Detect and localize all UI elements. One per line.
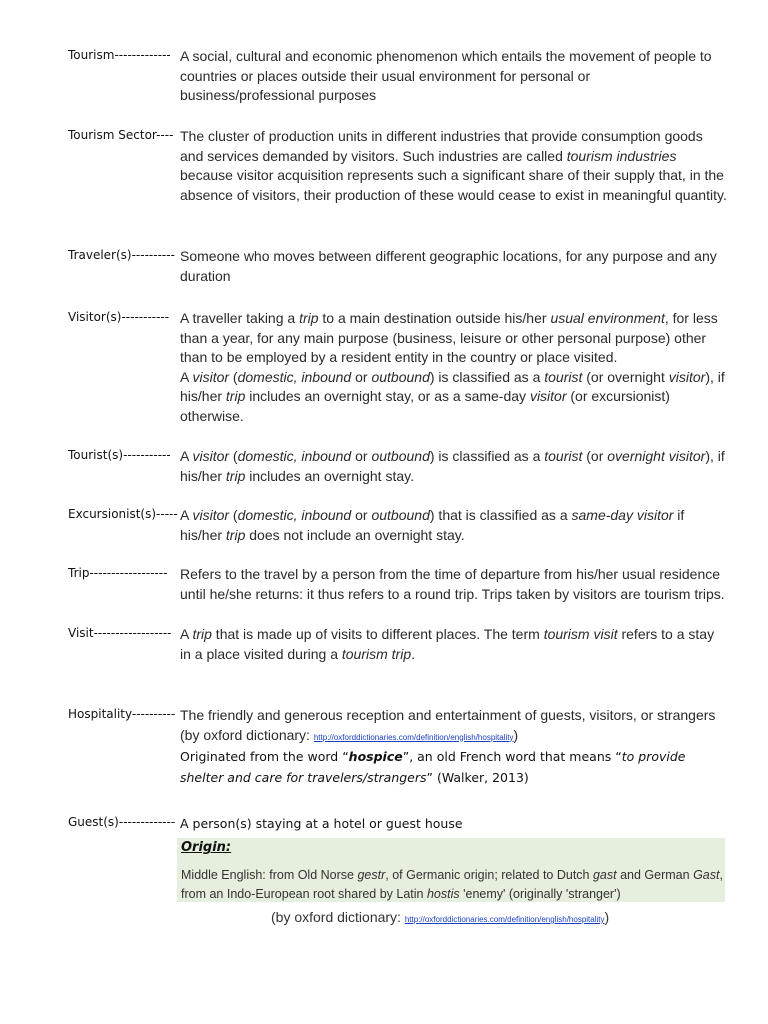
definition-text: A traveller taking a trip to a main destination outside his/her usual environment, for less than a year, for any main purpose (business, leisure or other personal purpose) other than to be employed by a resident entity in the country or place visited. A visitor (domestic, inbound or outbound) is classified as a tourist (or overnight visitor), if his/her trip includes an overnight stay, or as a same-day visitor (or excursionist) otherwise. <box>180 310 725 424</box>
footer-source-citation: (by oxford dictionary: http://oxforddictionaries.com/definition/english/hospitality) <box>271 909 610 925</box>
origin-text: Middle English: from Old Norse gestr, of Germanic origin; related to Dutch gast and German Gast, from an Indo-European root shared by Latin hostis 'enemy' (originally 'stranger') <box>181 868 723 901</box>
term-label: Excursionist(s)----- <box>68 507 178 521</box>
definition-text: A social, cultural and economic phenomenon which entails the movement of people to countries or places outside their usual environment for personal or business/professional purposes <box>180 48 712 103</box>
definition-text: A visitor (domestic, inbound or outbound) that is classified as a same-day visitor if his/her trip does not include an overnight stay. <box>180 507 685 543</box>
definition-text: A trip that is made up of visits to different places. The term tourism visit refers to a stay in a place visited during a tourism trip. <box>180 626 715 662</box>
oxford-dictionary-link[interactable]: http://oxforddictionaries.com/definition/english/hospitality <box>313 732 514 742</box>
term-label: Hospitality---------- <box>68 707 176 721</box>
term-label: Tourism Sector---- <box>68 128 174 142</box>
definition-text: The cluster of production units in different industries that provide consumption goods and services demanded by visitors. Such industries are called tourism industries because visitor acquisition represents such a significant share of their supply that, in the absence of visitors, their production of these would cease to exist in meaningful quantity. <box>180 128 727 203</box>
term-label: Visit------------------ <box>68 626 172 640</box>
term-label: Visitor(s)----------- <box>68 310 170 324</box>
definition-text: Refers to the travel by a person from the time of departure from his/her usual residence until he/she returns: it thus refers to a round trip. Trips taken by visitors are tourism trips. <box>180 566 725 602</box>
definition-text: Someone who moves between different geographic locations, for any purpose and any duration <box>180 248 717 284</box>
term-label: Guest(s)------------- <box>68 815 176 829</box>
term-label: Tourist(s)----------- <box>68 448 171 462</box>
term-label: Trip------------------ <box>68 566 168 580</box>
oxford-dictionary-link[interactable]: http://oxforddictionaries.com/definition/english/hospitality <box>404 915 605 924</box>
term-label: Tourism------------- <box>68 48 171 62</box>
origin-box <box>177 838 725 902</box>
origin-note: Originated from the word “hospice”, an old French word that means “to provide shelter and care for travelers/strangers” (Walker, 2013) <box>180 749 686 785</box>
term-label: Traveler(s)---------- <box>68 248 175 262</box>
origin-heading: Origin: <box>181 840 232 855</box>
definition-text: The friendly and generous reception and entertainment of guests, visitors, or strangers (by oxford dictionary: http://oxforddictionaries.com/definition/english/hospitality) <box>180 707 716 743</box>
definition-text: A person(s) staying at a hotel or guest house <box>180 816 463 831</box>
source-citation: (by oxford dictionary: http://oxforddictionaries.com/definition/english/hospitality) <box>180 726 519 743</box>
definition-text: A visitor (domestic, inbound or outbound) is classified as a tourist (or overnight visitor), if his/her trip includes an overnight stay. <box>180 448 725 484</box>
